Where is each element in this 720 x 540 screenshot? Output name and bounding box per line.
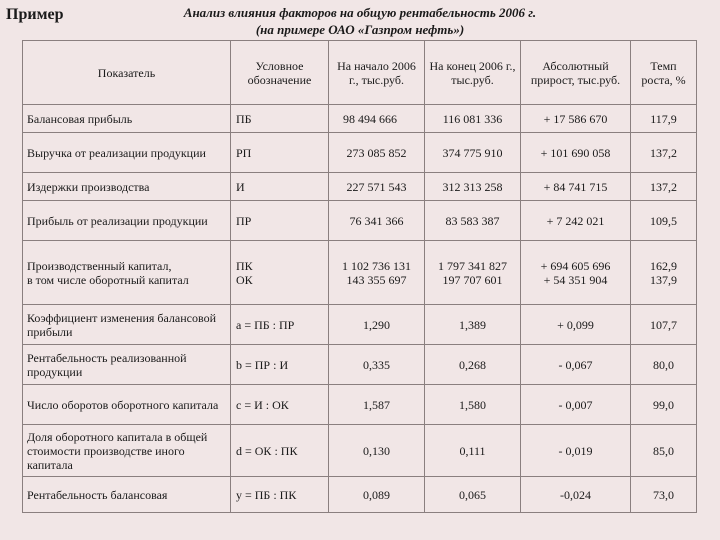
- row-start: 0,130: [329, 425, 425, 477]
- row-end: 1,389: [425, 305, 521, 345]
- row-start: [329, 241, 425, 305]
- row-symbol: b = ПР : И: [231, 345, 329, 385]
- table-row: [23, 385, 697, 425]
- table-row: [23, 425, 697, 477]
- row-abs: + 17 586 670: [521, 105, 631, 133]
- row-rate: 99,0: [631, 385, 697, 425]
- row-end: 83 583 387: [425, 201, 521, 241]
- row-abs: + 0,099: [521, 305, 631, 345]
- row-rate: 117,9: [631, 105, 697, 133]
- row-symbol-line-2: ОК: [236, 272, 253, 287]
- row-name-line-2: в том числе оборотный капитал: [27, 272, 189, 287]
- row-rate: 80,0: [631, 345, 697, 385]
- row-start-line-2: 143 355 697: [346, 272, 407, 287]
- row-symbol: y = ПБ : ПК: [231, 477, 329, 513]
- row-abs: -0,024: [521, 477, 631, 513]
- row-symbol: И: [231, 173, 329, 201]
- header-row: [23, 41, 697, 105]
- row-start: 76 341 366: [329, 201, 425, 241]
- row-start: 1,290: [329, 305, 425, 345]
- row-abs-line-1: + 694 605 696: [540, 258, 611, 273]
- row-end: 0,065: [425, 477, 521, 513]
- row-end: 1,580: [425, 385, 521, 425]
- table-row: [23, 173, 697, 201]
- row-rate: 107,7: [631, 305, 697, 345]
- header-start: На начало 2006 г., тыс.руб.: [329, 41, 425, 105]
- header-indicator: Показатель: [23, 41, 231, 105]
- slide-label: Пример: [6, 6, 64, 23]
- table-row: [23, 305, 697, 345]
- row-start-line-1: 1 102 736 131: [342, 258, 411, 273]
- row-end: 0,268: [425, 345, 521, 385]
- title-line-2: (на примере ОАО «Газпром нефть»): [255, 22, 465, 37]
- row-rate: 73,0: [631, 477, 697, 513]
- row-rate-line-1: 162,9: [650, 258, 677, 273]
- row-name: Балансовая прибыль: [23, 105, 231, 133]
- row-start: 1,587: [329, 385, 425, 425]
- row-name: Доля оборотного капитала в общей стоимости производстве иного капитала: [23, 425, 231, 477]
- row-name: [23, 241, 231, 305]
- header-symbol: Условное обозначение: [231, 41, 329, 105]
- row-name: Число оборотов оборотного капитала: [23, 385, 231, 425]
- row-rate-line-2: 137,9: [650, 272, 677, 287]
- row-end: 116 081 336: [425, 105, 521, 133]
- row-symbol: РП: [231, 133, 329, 173]
- table-row: [23, 105, 697, 133]
- row-symbol: d = ОК : ПК: [231, 425, 329, 477]
- row-name: Прибыль от реализации продукции: [23, 201, 231, 241]
- row-abs-line-2: + 54 351 904: [543, 272, 608, 287]
- row-end: [425, 241, 521, 305]
- row-start: 98 494 666: [329, 105, 425, 133]
- row-end-line-1: 1 797 341 827: [438, 258, 507, 273]
- row-symbol: a = ПБ : ПР: [231, 305, 329, 345]
- table-row: [23, 201, 697, 241]
- row-name: Рентабельность реализованной продукции: [23, 345, 231, 385]
- row-rate: 137,2: [631, 133, 697, 173]
- row-abs: + 101 690 058: [521, 133, 631, 173]
- row-abs: + 84 741 715: [521, 173, 631, 201]
- table-row: [23, 241, 697, 305]
- row-symbol: ПР: [231, 201, 329, 241]
- row-name: Коэффициент изменения балансовой прибыли: [23, 305, 231, 345]
- row-symbol: ПБ: [231, 105, 329, 133]
- table-row: [23, 477, 697, 513]
- table-row: [23, 133, 697, 173]
- row-end: 0,111: [425, 425, 521, 477]
- row-rate: 109,5: [631, 201, 697, 241]
- row-name: Рентабельность балансовая: [23, 477, 231, 513]
- row-abs: - 0,067: [521, 345, 631, 385]
- header-abs: Абсолютный прирост, тыс.руб.: [521, 41, 631, 105]
- row-name-line-1: Производственный капитал,: [27, 258, 172, 273]
- row-symbol-line-1: ПК: [236, 258, 253, 273]
- header-rate: Темп роста, %: [631, 41, 697, 105]
- row-end-line-2: 197 707 601: [442, 272, 503, 287]
- row-start: 273 085 852: [329, 133, 425, 173]
- table-row: [23, 345, 697, 385]
- row-name: Издержки производства: [23, 173, 231, 201]
- slide-title: [150, 4, 570, 38]
- row-end: 374 775 910: [425, 133, 521, 173]
- row-abs: + 7 242 021: [521, 201, 631, 241]
- row-rate: 85,0: [631, 425, 697, 477]
- row-start: 0,335: [329, 345, 425, 385]
- header-end: На конец 2006 г., тыс.руб.: [425, 41, 521, 105]
- row-abs: - 0,007: [521, 385, 631, 425]
- row-rate: [631, 241, 697, 305]
- row-abs: - 0,019: [521, 425, 631, 477]
- row-abs: [521, 241, 631, 305]
- row-symbol: [231, 241, 329, 305]
- row-symbol: c = И : ОК: [231, 385, 329, 425]
- factor-table: [22, 40, 697, 513]
- row-name: Выручка от реализации продукции: [23, 133, 231, 173]
- title-line-1: Анализ влияния факторов на общую рентабельность 2006 г.: [183, 5, 537, 20]
- row-start: 227 571 543: [329, 173, 425, 201]
- row-end: 312 313 258: [425, 173, 521, 201]
- row-start: 0,089: [329, 477, 425, 513]
- row-rate: 137,2: [631, 173, 697, 201]
